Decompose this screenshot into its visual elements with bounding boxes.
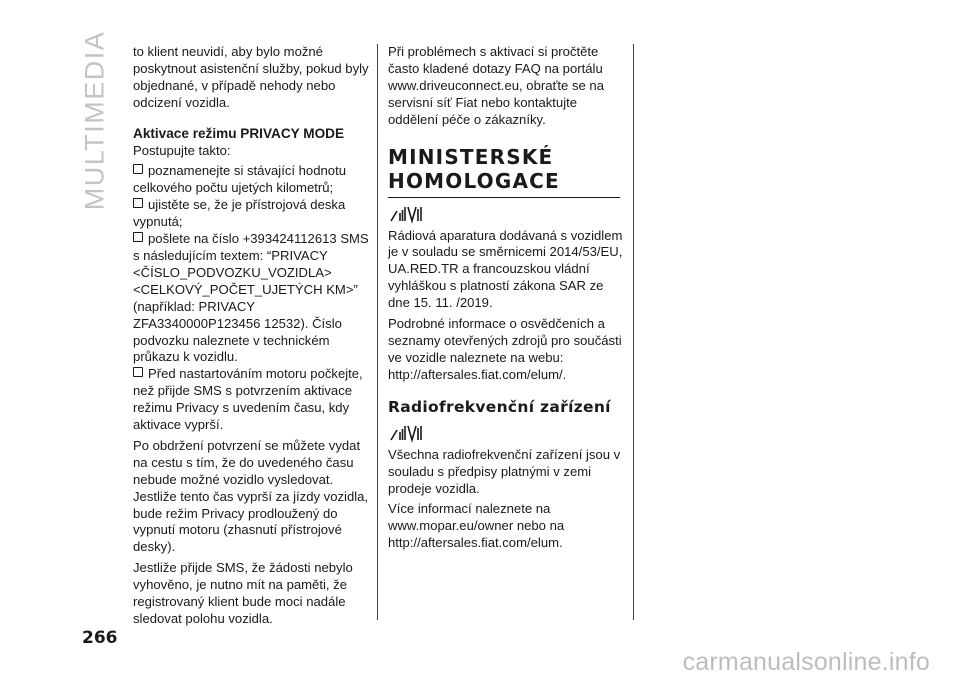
homologation-paragraph-1: Rádiová aparatura dodávaná s vozidlem je v souladu se směrnicemi 2014/53/EU, UA.RED.TR a francouzskou vládní vyhláškou s platností zákona SAR ze dne 15. 11. /2019. bbox=[388, 227, 623, 311]
radio-wave-icon bbox=[388, 204, 428, 224]
rf-paragraph-1: Všechna radiofrekvenční zařízení jsou v souladu s předpisy platnými v zemi prodeje vozidla. bbox=[388, 446, 621, 496]
homologation-title: MINISTERSKÉ HOMOLOGACE bbox=[388, 145, 620, 198]
radio-wave-icon bbox=[388, 423, 428, 443]
bullet-text: pošlete na číslo +393424112613 SMS s následujícím textem: “PRIVACY <ČÍSLO_PODVOZKU_VOZIDLA> <CELKOVÝ_POČET_UJETÝCH KM>” (například: PRIVACY ZFA3340000P123456 12532). Číslo podvozku naleznete v technickém průkazu k vozidlu. bbox=[133, 231, 369, 365]
section-tab bbox=[79, 30, 110, 210]
bullet-item bbox=[133, 231, 373, 366]
bullet-text: poznamenejte si stávající hodnotu celkového počtu ujetých kilometrů; bbox=[133, 163, 346, 196]
column-divider-right bbox=[633, 44, 634, 620]
bullet-item bbox=[133, 366, 373, 434]
lead-text: Postupujte takto: bbox=[133, 142, 231, 158]
rf-subtitle: Radiofrekvenční zařízení bbox=[388, 397, 611, 416]
page-number: 266 bbox=[82, 628, 118, 648]
bullet-box-icon bbox=[133, 164, 143, 174]
left-column bbox=[133, 44, 373, 632]
privacy-heading: Aktivace režimu PRIVACY MODE bbox=[133, 125, 345, 141]
faq-paragraph: Při problémech s aktivací si pročtěte často kladené dotazy FAQ na portálu www.driveuconnect.eu, obraťte se na servisní síť Fiat nebo kontaktujte oddělení péče o zákazníky. bbox=[388, 44, 604, 127]
intro-paragraph: to klient neuvidí, aby bylo možné poskytnout asistenční služby, pokud byly objednané, v případě nehody nebo odcizení vozidla. bbox=[133, 44, 369, 110]
right-column bbox=[388, 44, 628, 556]
bullet-text: Před nastartováním motoru počkejte, než přijde SMS s potvrzením aktivace režimu Privacy s uvedením času, kdy aktivace vyprší. bbox=[133, 366, 363, 433]
bullet-item bbox=[133, 197, 373, 231]
confirmation-paragraph: Po obdržení potvrzení se můžete vydat na cestu s tím, že do uvedeného času nebude možné vozidlo vysledovat. Jestliže tento čas vyprší za jízdy vozidla, bude režim Privacy prodloužený do vypnutí motoru (zhasnutí přístrojové desky). bbox=[133, 437, 369, 555]
watermark: carmanualsonline.info bbox=[682, 648, 930, 676]
homologation-paragraph-2: Podrobné informace o osvědčeních a seznamy otevřených zdrojů pro součásti ve vozidle naleznete na webu: http://aftersales.fiat.com/elum/. bbox=[388, 316, 622, 382]
section-tab-label: MULTIMEDIA bbox=[79, 30, 110, 210]
bullet-item bbox=[133, 163, 373, 197]
bullet-box-icon bbox=[133, 198, 143, 208]
bullet-box-icon bbox=[133, 232, 143, 242]
column-divider bbox=[377, 44, 378, 620]
rejection-paragraph: Jestliže přijde SMS, že žádosti nebylo vyhověno, je nutno mít na paměti, že registrovaný klient bude moci nadále sledovat polohu vozidla. bbox=[133, 560, 353, 626]
rf-paragraph-2: Více informací naleznete na www.mopar.eu/owner nebo na http://aftersales.fiat.com/elum. bbox=[388, 501, 565, 551]
bullet-box-icon bbox=[133, 367, 143, 377]
bullet-text: ujistěte se, že je přístrojová deska vypnutá; bbox=[133, 197, 346, 230]
